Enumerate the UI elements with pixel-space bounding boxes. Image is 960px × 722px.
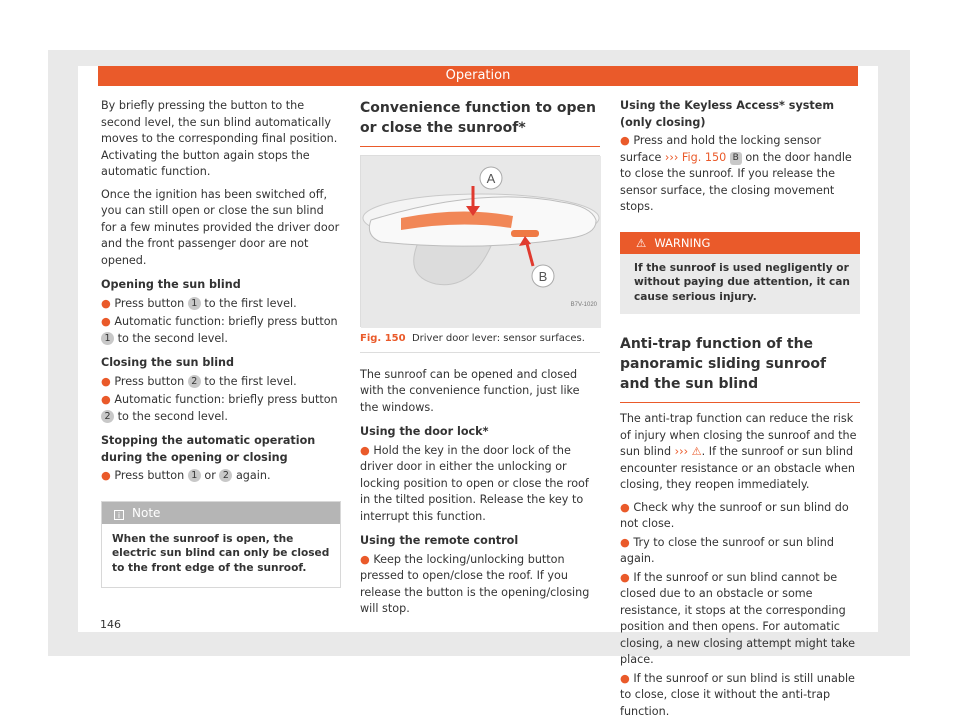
list-item: ● Try to close the sunroof or sun blind again.	[620, 535, 834, 565]
button-number-badge: 1	[188, 297, 201, 310]
subheading-closing: Closing the sun blind	[101, 356, 235, 369]
subheading-door-lock: Using the door lock*	[360, 425, 489, 438]
door-handle-illustration	[361, 156, 601, 328]
paragraph: By briefly pressing the button to the second level, the sun blind automatically moves to the corresponding final position. Activating the button again stops the automatic function.	[101, 99, 338, 178]
warning-text: If the sunroof is used negligently or without paying due attention, it can cause serious injury.	[634, 261, 850, 303]
column-3	[620, 98, 860, 722]
page-header: Operation	[98, 66, 858, 86]
bullet-icon: ●	[620, 500, 630, 514]
bullet-icon: ●	[101, 296, 111, 310]
paragraph: The sunroof can be opened and closed with the convenience function, just like the windows.	[360, 367, 580, 414]
note-text: When the sunroof is open, the electric sun blind can only be closed to the front edge of the sunroof.	[112, 532, 330, 574]
button-number-badge: 2	[219, 469, 232, 482]
list-item: ● Automatic function: briefly press button 1 to the second level.	[101, 315, 338, 345]
button-number-badge: 1	[188, 469, 201, 482]
label-badge: B	[730, 152, 742, 165]
bullet-icon: ●	[620, 535, 630, 549]
subheading-opening: Opening the sun blind	[101, 278, 241, 291]
bullet-icon: ●	[620, 570, 630, 584]
button-number-badge: 2	[101, 410, 114, 423]
column-1	[101, 98, 341, 588]
figure-code: B7V-1020	[570, 302, 597, 308]
list-item: ● Press button 1 to the first level.	[101, 296, 297, 310]
bullet-icon: ●	[101, 315, 111, 328]
paragraph: Once the ignition has been switched off, you can still open or close the sun blind for a few minutes provided the driver door and the front passenger door are not opened.	[101, 187, 340, 267]
list-item: ● Press button 1 or 2 again.	[101, 469, 271, 482]
list-item: ● Hold the key in the door lock of the driver door in either the unlocking or locking position to open or close the roof in the tilted position. Release the key to interrupt this function.	[360, 443, 589, 523]
figure-label-b: B	[538, 269, 548, 284]
note-box	[101, 501, 341, 589]
bullet-icon: ●	[101, 374, 111, 388]
list-item: ● Press and hold the locking sensor surface ››› Fig. 150 B on the door handle to close the sunroof. If you release the sensor surface, the closing movement stops.	[620, 134, 852, 213]
column-2	[360, 98, 600, 620]
figure-label-a: A	[486, 171, 496, 186]
subheading-keyless: Using the Keyless Access* system (only closing)	[620, 99, 835, 129]
button-number-badge: 1	[101, 332, 114, 345]
bullet-icon: ●	[620, 134, 630, 147]
figure-caption: Fig. 150 Driver door lever: sensor surfaces.	[360, 331, 600, 353]
figure-link[interactable]: ››› Fig. 150	[664, 150, 727, 164]
bullet-icon: ●	[620, 671, 630, 685]
list-item: ● Automatic function: briefly press button 2 to the second level.	[101, 393, 338, 423]
note-header: i Note	[102, 502, 340, 524]
warning-icon: ⚠	[691, 445, 702, 458]
list-item: ● If the sunroof or sun blind cannot be closed due to an obstacle or some resistance, it stops at the corresponding position and then opens. For automatic closing, a new closing attempt might take place.	[620, 570, 856, 666]
bullet-icon: ●	[360, 443, 370, 457]
bullet-icon: ●	[360, 552, 370, 566]
info-icon: i	[114, 510, 124, 520]
warning-link[interactable]: ››› ⚠	[674, 445, 702, 458]
list-item: ● Check why the sunroof or sun blind do not close.	[620, 500, 849, 530]
button-number-badge: 2	[188, 375, 201, 388]
bullet-icon: ●	[101, 393, 111, 406]
list-item: ● Press button 2 to the first level.	[101, 374, 297, 388]
subheading-stopping: Stopping the automatic operation during the opening or closing	[101, 434, 316, 464]
list-item: ● Keep the locking/unlocking button pressed to open/close the roof. If you release the button is the opening/closing will stop.	[360, 552, 590, 615]
section-title: Anti-trap function of the panoramic sliding sunroof and the sun blind	[620, 334, 860, 403]
page-number: 146	[100, 618, 121, 631]
figure-door-handle	[360, 155, 600, 327]
warning-icon: ⚠	[636, 235, 647, 250]
paragraph: The anti-trap function can reduce the risk of injury when closing the sunroof and the sun blind ››› ⚠. If the sunroof or sun blind encounter resistance or an obstacle when closing, they reopen immediately.	[620, 412, 857, 491]
list-item: ● If the sunroof or sun blind is still unable to close, close it without the anti-trap function.	[620, 671, 855, 718]
warning-header: ⚠ WARNING	[620, 232, 860, 254]
warning-box	[620, 232, 860, 315]
section-title: Convenience function to open or close the sunroof*	[360, 98, 600, 147]
subheading-remote: Using the remote control	[360, 534, 519, 547]
bullet-icon: ●	[101, 469, 111, 482]
